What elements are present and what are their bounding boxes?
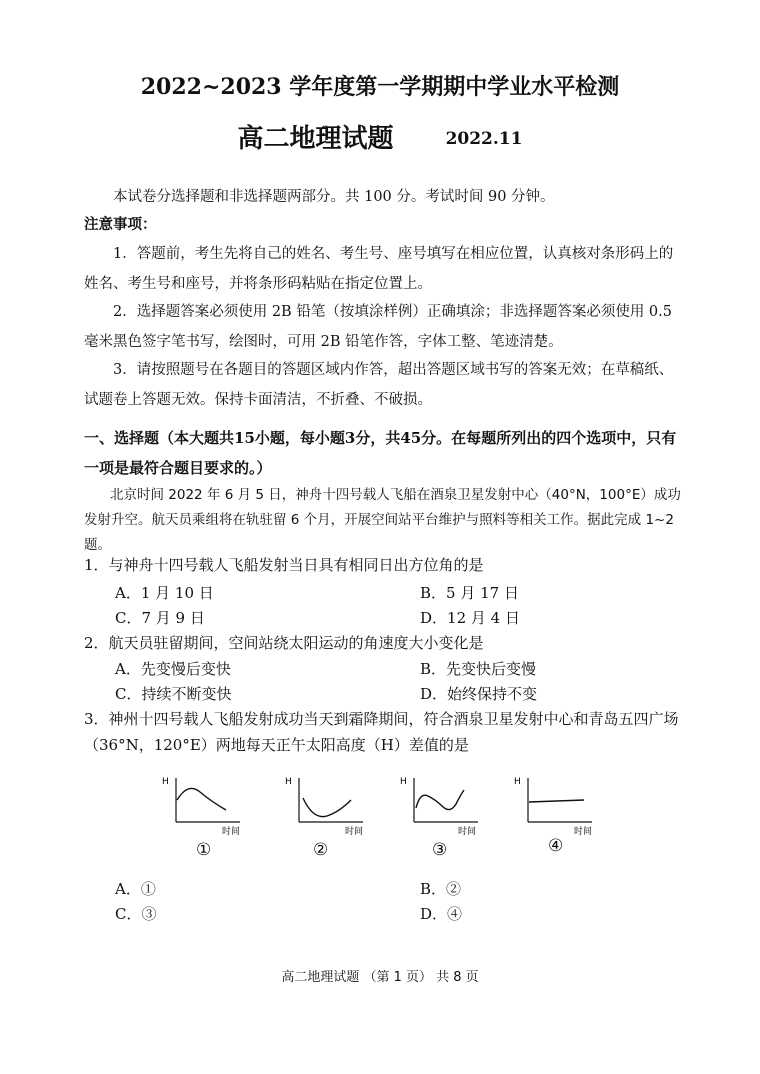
exam-title: 2022~2023 学年度第一学期期中学业水平检测 — [140, 74, 620, 100]
q2-option-d: D．始终保持不变 — [420, 685, 538, 703]
graph-1-y-label: H — [162, 777, 169, 787]
intro-text: 本试卷分选择题和非选择题两部分。共 100 分。考试时间 90 分钟。 — [113, 189, 555, 205]
graph-2-label: ② — [313, 840, 329, 860]
graph-2 — [283, 772, 373, 836]
question-3-stem: 3．神州十四号载人飞船发射成功当天到霜降期间，符合酒泉卫星发射中心和青岛五四广场（36°N，120°E）两地每天正午太阳高度（H）差值的是 — [84, 710, 679, 754]
graph-3-y-label: H — [400, 777, 407, 787]
q3-option-b: B．② — [420, 880, 462, 898]
q1-option-b: B．5 月 17 日 — [420, 584, 519, 602]
subject-title — [0, 118, 760, 155]
q1-option-c: C．7 月 9 日 — [115, 609, 205, 627]
subject-name: 高二地理试题 — [237, 124, 394, 154]
question-2-stem: 2．航天员驻留期间，空间站绕太阳运动的角速度大小变化是 — [84, 634, 484, 652]
graph-1-label: ① — [196, 840, 212, 860]
graph-3 — [398, 772, 488, 836]
graph-2-curve — [303, 798, 351, 817]
q2-option-c: C．持续不断变快 — [115, 685, 232, 703]
q3-option-c: C．③ — [115, 905, 157, 923]
graph-4 — [512, 772, 602, 836]
graph-3-x-label: 时间 — [458, 827, 477, 836]
section-heading: 一、选择题（本大题共15小题，每小题3分，共45分。在每题所列出的四个选项中，只有一项是最符合题目要求的。） — [84, 429, 677, 477]
notice-item-2: 2．选择题答案必须使用 2B 铅笔（按填涂样例）正确填涂；非选择题答案必须使用 0.5 毫米黑色签字笔书写，绘图时，可用 2B 铅笔作答，字体工整、笔迹清楚。 — [84, 304, 672, 350]
q2-option-a: A．先变慢后变快 — [115, 660, 231, 678]
notice-heading: 注意事项： — [84, 216, 157, 233]
graph-3-curve — [416, 790, 464, 810]
graph-2-y-label: H — [285, 777, 292, 787]
notice-item-3: 3．请按照题号在各题目的答题区域内作答，超出答题区域书写的答案无效；在草稿纸、试题卷上答题无效。保持卡面清洁，不折叠、不破损。 — [84, 362, 674, 408]
q2-option-b: B．先变快后变慢 — [420, 660, 537, 678]
q3-option-a: A．① — [115, 880, 156, 898]
graph-1-x-label: 时间 — [222, 827, 241, 836]
graph-4-x-label: 时间 — [574, 827, 593, 836]
graph-4-label: ④ — [548, 836, 564, 856]
graph-4-curve — [529, 800, 584, 802]
graph-4-y-label: H — [514, 777, 521, 787]
material-text: 北京时间 2022 年 6 月 5 日，神舟十四号载人飞船在酒泉卫星发射中心（40°N，100°E）成功发射升空。航天员乘组将在轨驻留 6 个月，开展空间站平台维护与照料等相关工作。据此完成 1~2 题。 — [84, 487, 681, 553]
question-1-stem: 1．与神舟十四号载人飞船发射当日具有相同日出方位角的是 — [84, 556, 484, 574]
exam-date: 2022.11 — [445, 129, 523, 149]
q3-option-d: D．④ — [420, 905, 463, 923]
q1-option-a: A．1 月 10 日 — [115, 584, 214, 602]
notice-item-1: 1．答题前，考生先将自己的姓名、考生号、座号填写在相应位置，认真核对条形码上的姓名、考生号和座号，并将条形码粘贴在指定位置上。 — [84, 246, 674, 292]
graph-1-curve — [177, 788, 226, 810]
graph-1 — [160, 772, 250, 836]
graph-3-label: ③ — [432, 840, 448, 860]
graph-2-x-label: 时间 — [345, 827, 364, 836]
page-footer: 高二地理试题 （第 1 页） 共 8 页 — [281, 970, 479, 985]
q1-option-d: D．12 月 4 日 — [420, 609, 520, 627]
